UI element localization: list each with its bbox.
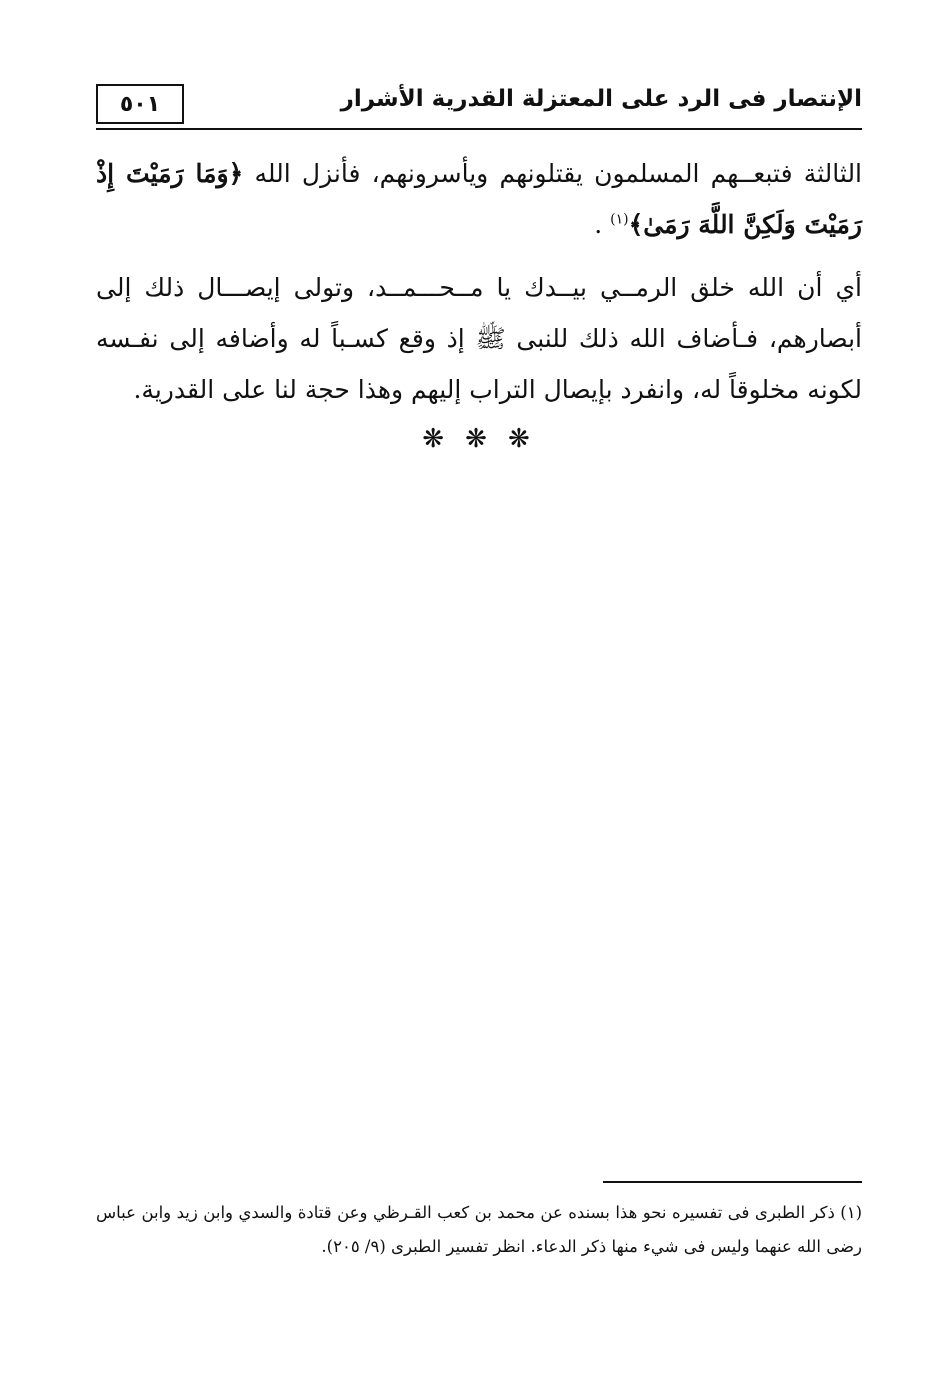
main-text [96, 148, 862, 415]
paragraph-2: أي أن الله خلق الرمــي بيــدك يا مــحـــمــد، وتولى إيصـــال ذلك إلى أبصارهم، فـأضاف الله ذلك للنبى ﷺ إذ وقع كسـباً له وأضافه إلى نفـسه لكونه مخلوقاً له، وانفرد بإيصال التراب إليهم وهذا حجة لنا على القدرية. [96, 273, 862, 404]
paragraph-1-end: . [594, 210, 611, 239]
page-header [96, 80, 862, 128]
page-number: ٥٠١ [96, 84, 184, 124]
paragraph-1 [96, 148, 862, 250]
section-separator: ❋ ❋ ❋ [422, 424, 536, 454]
footnote-reference: (١) [610, 211, 629, 228]
footnote-rule [603, 1181, 862, 1183]
footnote: (١) ذكر الطبرى فى تفسيره نحو هذا بسنده عن محمد بن كعب القـرظي وعن قتادة والسدي وابن زيد وابن عباس رضى الله عنهما وليس فى شيء منها ذكر الدعاء. انظر تفسير الطبرى (٩/ ٢٠٥). [96, 1203, 862, 1256]
paragraph-1-text: الثالثة فتبعــهم المسلمون يقتلونهم ويأسرونهم، فأنزل الله [243, 159, 863, 188]
quran-verse: ﴿وَمَا رَمَيْتَ إِذْ رَمَيْتَ وَلَكِنَّ اللَّهَ رَمَىٰ﴾ [96, 159, 862, 239]
header-rule [96, 128, 862, 130]
running-title: الإنتصار فى الرد على المعتزلة القدرية الأشرار [340, 86, 862, 112]
